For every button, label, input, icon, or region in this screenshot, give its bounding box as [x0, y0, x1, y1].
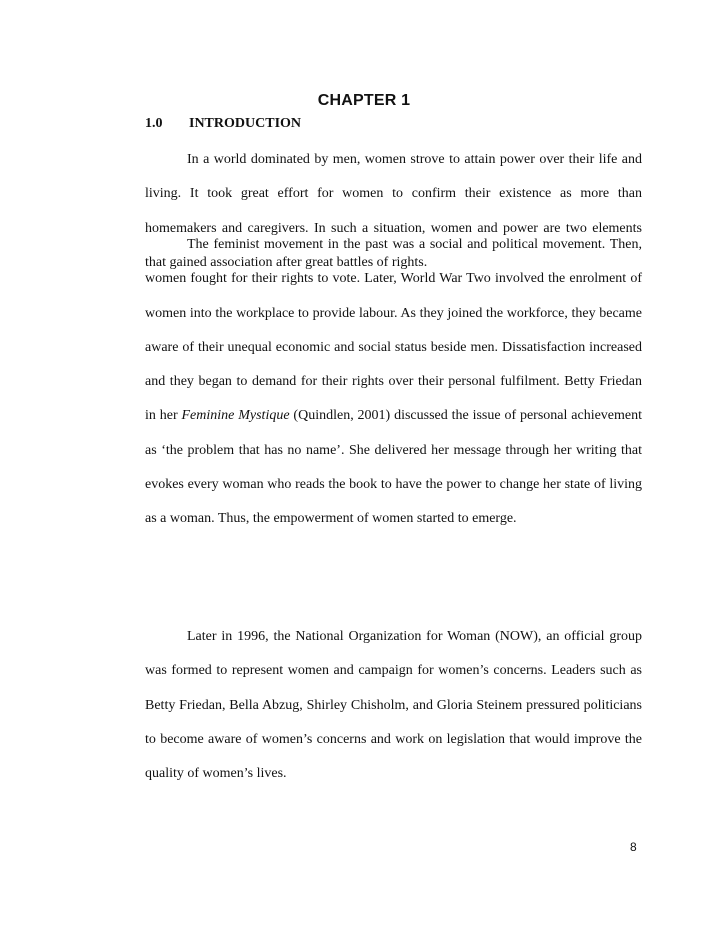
chapter-heading: CHAPTER 1	[317, 92, 411, 109]
page-number: 8	[630, 840, 637, 854]
section-heading	[145, 116, 301, 132]
paragraph-3: Later in 1996, the National Organization for Woman (NOW), an official group was formed to represent women and campaign for women’s concerns. Leaders such as Betty Friedan, Bella Abzug, Shirley Chisholm, and Gloria Steinem pressured politicians to become aware of women’s concerns and work on legislation that would improve the quality of women’s lives.	[145, 629, 642, 782]
paragraph-1: In a world dominated by men, women strove to attain power over their life and living. It took great effort for women to confirm their existence as more than homemakers and caregivers. In such a situation, women and power are two elements that gained association after great battles of rights.	[145, 152, 642, 270]
paragraph-2-after: (Quindlen, 2001) discussed the issue of personal achievement as ‘the problem that has no name’. She delivered her message through her writing that evokes every woman who reads the book to have the power to change her state of living as a woman. Thus, the empowerment of women started to emerge.	[145, 408, 643, 527]
section-title: INTRODUCTION	[189, 116, 302, 131]
book-title: Feminine Mystique	[181, 408, 290, 424]
paragraph-2-before: The feminist movement in the past was a social and political movement. Then, women fought for their rights to vote. Later, World War Two involved the enrolment of women into the workplace to provide labour. As they joined the workforce, they became aware of their unequal economic and social status beside men. Dissatisfaction increased and they began to demand for their rights over their personal fulfilment. Betty Friedan in her	[145, 237, 642, 424]
section-number: 1.0	[145, 116, 163, 131]
paragraph-2	[145, 228, 642, 537]
